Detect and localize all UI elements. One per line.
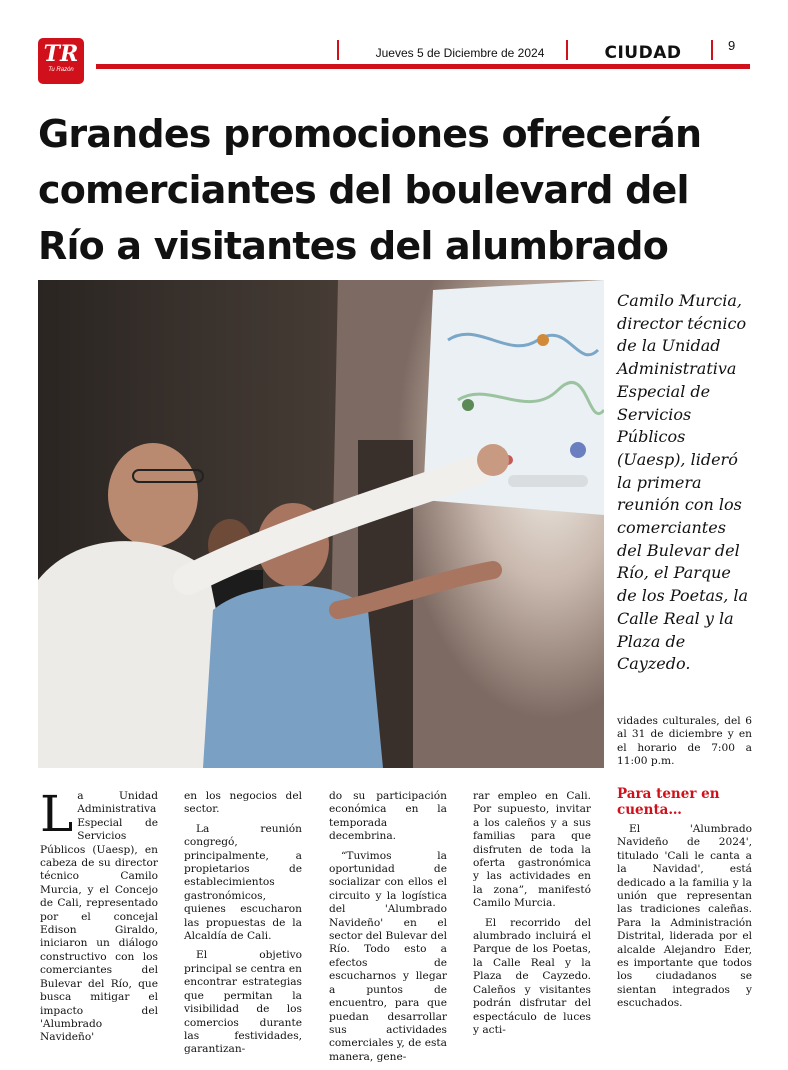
header-divider: [337, 40, 339, 60]
header-divider: [711, 40, 713, 60]
section-name: CIUDAD: [604, 43, 682, 63]
body-paragraph: La reunión congregó, principalmente, a propietarios de establecimientos gastronómicos, quienes escucharon las propuestas de la Alcaldía de Cali.: [184, 822, 302, 943]
logo-subtext: Tu Razón: [48, 67, 74, 73]
body-paragraph: rar empleo en Cali. Por supuesto, invitar a los caleños y a sus familias para que disfruten de toda la oferta gastronómica y las actividades en la zona”, manifestó Camilo Murcia.: [473, 790, 591, 910]
logo-text: TR: [43, 41, 79, 67]
sidebar-title: Para tener en cuenta…: [617, 786, 720, 818]
body-paragraph: [40, 785, 158, 1045]
drop-cap: L: [40, 785, 74, 843]
body-column-3: [329, 790, 447, 1070]
article-headline: Grandes promociones ofrecerán comerciantes del boulevard del Río a visitantes del alumbrado: [38, 112, 702, 268]
body-column-4: [473, 790, 591, 1043]
body-column-1: [40, 785, 158, 1051]
body-paragraph: vidades culturales, del 6 al 31 de diciembre y en el horario de 7:00 a 11:00 p.m.: [617, 715, 752, 768]
body-paragraph: “Tuvimos la oportunidad de socializar con ellos el circuito y la logística del 'Alumbrado Navideño' en el sector del Bulevar del Río. Todo esto a efectos de escucharnos y llegar a puntos de encuentro, para que puedan desarrollar sus actividades comerciales y, de esta manera, gene-: [329, 849, 447, 1063]
sidebar-text: El 'Alumbrado Navideño de 2024', titulado 'Cali le canta a la Navidad', está dedicado a la familia y la unión que representan las tradiciones caleñas. Para la Administración Distrital, liderada por el alcalde Alejandro Eder, es importante que todos los ciudadanos se sientan integrados y escuchados.: [617, 823, 752, 1010]
body-column-2: [184, 790, 302, 1063]
body-paragraph: do su participación económica en la temporada decembrina.: [329, 790, 447, 843]
body-paragraph-text: a Unidad Administrativa Especial de Servicios Públicos (Uaesp), en cabeza de su director técnico Camilo Murcia, y el Concejo de Cali, representado por el concejal Edison Giraldo, iniciaron un diálogo constructivo con los comerciantes del Bulevar del Río, que busca mitigar el impacto del 'Alumbrado Navideño': [40, 790, 158, 1044]
header-divider: [566, 40, 568, 60]
newspaper-logo[interactable]: [38, 38, 84, 84]
body-column-5: [617, 715, 752, 769]
issue-date: Jueves 5 de Diciembre de 2024: [375, 46, 545, 60]
body-paragraph: en los negocios del sector.: [184, 790, 302, 816]
body-paragraph: El objetivo principal se centra en encontrar estrategias que permitan la visibilidad de los comercios durante las festividades, garantizan-: [184, 949, 302, 1056]
page-number: 9: [728, 38, 736, 53]
photo-caption: Camilo Murcia, director técnico de la Unidad Administrativa Especial de Servicios Públicos (Uaesp), lideró la primera reunión con los comerciantes del Bulevar del Río, el Parque de los Poetas, la Calle Real y la Plaza de Cayzedo.: [617, 291, 749, 674]
body-paragraph: El recorrido del alumbrado incluirá el Parque de los Poetas, la Calle Real y la Plaza de Cayzedo. Caleños y visitantes podrán disfrutar del espectáculo de luces y acti-: [473, 916, 591, 1036]
article-photo: [38, 280, 604, 768]
header-rule: [96, 64, 750, 69]
